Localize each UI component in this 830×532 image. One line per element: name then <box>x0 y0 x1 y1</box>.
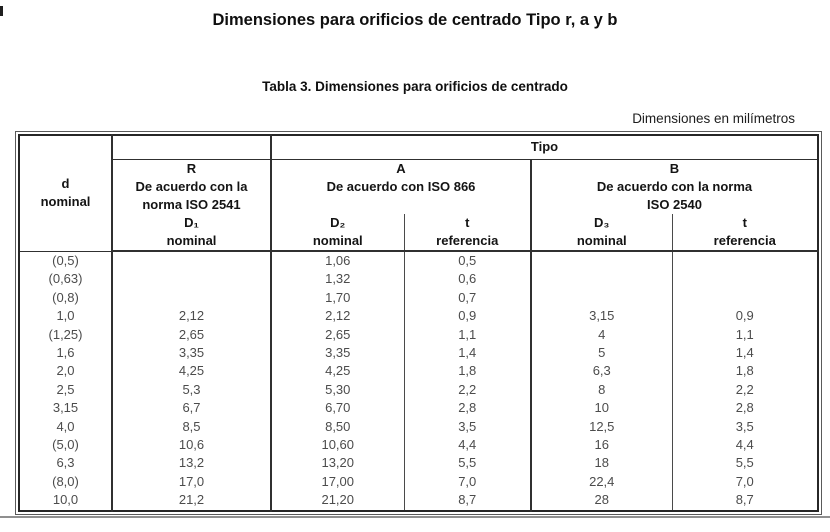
cell-d1-nominal: 8,5 <box>112 418 271 436</box>
header-t-a-symbol: t <box>465 215 470 230</box>
cell-t-referencia-b: 1,1 <box>672 326 818 344</box>
cell-t-referencia-b: 2,8 <box>672 399 818 417</box>
cell-d1-nominal: 2,65 <box>112 326 271 344</box>
header-type-b <box>531 159 818 214</box>
cell-t-referencia-a: 0,6 <box>404 270 531 288</box>
cell-d2-nominal: 1,06 <box>271 251 404 270</box>
cell-d-nominal: 1,0 <box>56 308 75 324</box>
header-d3-symbol: D₃ <box>594 215 610 230</box>
cell-d2-nominal: 3,35 <box>271 344 404 362</box>
cell-d-nominal: 1,6 <box>56 345 75 361</box>
cell-t-referencia-b <box>672 251 818 270</box>
cell-t-referencia-b: 2,2 <box>672 381 818 399</box>
table-row <box>19 473 818 491</box>
cell-d3-nominal <box>531 251 672 270</box>
header-d1-symbol: D₁ <box>184 215 199 230</box>
header-d-nominal <box>19 135 112 251</box>
table-row <box>19 491 818 510</box>
cell-d1-nominal <box>112 251 271 270</box>
header-d3 <box>531 214 672 251</box>
header-row-subcols <box>19 214 818 251</box>
header-type-a <box>271 159 531 214</box>
type-r-letter: R <box>186 160 197 176</box>
type-r-desc1: De acuerdo con la <box>135 178 248 194</box>
cell-t-referencia-a: 4,4 <box>404 436 531 454</box>
cell-t-referencia-a: 0,7 <box>404 289 531 307</box>
header-tipo: Tipo <box>271 135 818 159</box>
table-row <box>19 326 818 344</box>
cell-t-referencia-b: 3,5 <box>672 418 818 436</box>
table-row <box>19 399 818 417</box>
cell-t-referencia-a: 0,5 <box>404 251 531 270</box>
cell-t-referencia-a: 7,0 <box>404 473 531 491</box>
cell-t-referencia-a: 2,2 <box>404 381 531 399</box>
cell-t-referencia-a: 0,9 <box>404 307 531 325</box>
cell-d1-nominal: 21,2 <box>112 491 271 510</box>
type-b-letter: B <box>669 160 680 176</box>
cell-d-nominal: 2,0 <box>56 363 75 379</box>
type-a-desc1: De acuerdo con ISO 866 <box>326 178 476 194</box>
table-body <box>19 251 818 511</box>
cell-d3-nominal: 16 <box>531 436 672 454</box>
cell-d2-nominal: 8,50 <box>271 418 404 436</box>
header-row-tipo <box>19 135 818 159</box>
cell-t-referencia-a: 1,8 <box>404 362 531 380</box>
table-row <box>19 251 818 270</box>
cell-d3-nominal: 3,15 <box>531 307 672 325</box>
cell-d-nominal: 4,0 <box>56 418 75 434</box>
cell-t-referencia-a: 5,5 <box>404 454 531 472</box>
cell-t-referencia-b: 8,7 <box>672 491 818 510</box>
cell-d2-nominal: 2,12 <box>271 307 404 325</box>
header-t-b <box>672 214 818 251</box>
cell-d-nominal: 6,3 <box>56 455 75 471</box>
cell-d1-nominal: 4,25 <box>112 362 271 380</box>
cell-d1-nominal: 6,7 <box>112 399 271 417</box>
table-row <box>19 362 818 380</box>
cell-t-referencia-a: 2,8 <box>404 399 531 417</box>
cell-d3-nominal: 22,4 <box>531 473 672 491</box>
header-t-b-symbol: t <box>742 215 747 230</box>
cell-d1-nominal: 3,35 <box>112 344 271 362</box>
cell-t-referencia-b: 1,8 <box>672 362 818 380</box>
header-empty-cell <box>112 135 271 159</box>
cell-t-referencia-b: 0,9 <box>672 307 818 325</box>
cell-d1-nominal: 2,12 <box>112 307 271 325</box>
cell-d2-nominal: 1,70 <box>271 289 404 307</box>
type-b-desc2: ISO 2540 <box>647 196 702 212</box>
type-r-desc2: norma ISO 2541 <box>142 196 241 212</box>
cell-t-referencia-b <box>672 270 818 288</box>
cell-d2-nominal: 2,65 <box>271 326 404 344</box>
cell-t-referencia-b: 4,4 <box>672 436 818 454</box>
cell-d3-nominal: 12,5 <box>531 418 672 436</box>
cell-t-referencia-a: 1,1 <box>404 326 531 344</box>
cell-t-referencia-a: 1,4 <box>404 344 531 362</box>
header-d-line2: nominal <box>40 194 91 210</box>
type-a-letter: A <box>396 160 406 176</box>
cell-d2-nominal: 13,20 <box>271 454 404 472</box>
cell-d3-nominal: 6,3 <box>531 362 672 380</box>
header-d1 <box>112 214 271 251</box>
cell-d-nominal: (0,5) <box>52 252 79 268</box>
units-note: Dimensiones en milímetros <box>632 111 795 126</box>
header-t-a-label: referencia <box>436 233 499 248</box>
cell-d1-nominal: 13,2 <box>112 454 271 472</box>
header-d2 <box>271 214 404 251</box>
cell-d-nominal: (1,25) <box>48 326 83 342</box>
table-row <box>19 270 818 288</box>
cell-d2-nominal: 6,70 <box>271 399 404 417</box>
table-row <box>19 381 818 399</box>
cell-d2-nominal: 1,32 <box>271 270 404 288</box>
dimensions-table-frame <box>15 131 822 515</box>
cell-d3-nominal: 5 <box>531 344 672 362</box>
dimensions-table <box>18 134 819 512</box>
header-d2-symbol: D₂ <box>330 215 346 230</box>
page-title: Dimensiones para orificios de centrado Tipo r, a y b <box>212 11 618 29</box>
cell-d-nominal: 2,5 <box>56 381 75 397</box>
cell-d2-nominal: 17,00 <box>271 473 404 491</box>
cell-d-nominal: (0,63) <box>48 271 83 287</box>
table-caption: Tabla 3. Dimensiones para orificios de centrado <box>262 79 568 94</box>
cell-t-referencia-b <box>672 289 818 307</box>
table-row <box>19 289 818 307</box>
cell-d2-nominal: 10,60 <box>271 436 404 454</box>
header-d-line1: d <box>61 176 70 192</box>
cell-d2-nominal: 4,25 <box>271 362 404 380</box>
cell-t-referencia-b: 1,4 <box>672 344 818 362</box>
table-row <box>19 307 818 325</box>
cell-d3-nominal: 8 <box>531 381 672 399</box>
header-d3-label: nominal <box>576 233 627 248</box>
header-row-types <box>19 159 818 214</box>
cell-t-referencia-b: 7,0 <box>672 473 818 491</box>
cell-t-referencia-a: 3,5 <box>404 418 531 436</box>
table-row <box>19 344 818 362</box>
cell-d1-nominal: 17,0 <box>112 473 271 491</box>
cell-d-nominal: (5,0) <box>52 437 79 453</box>
cell-d-nominal: 10,0 <box>52 492 79 508</box>
cell-d3-nominal <box>531 270 672 288</box>
header-d1-label: nominal <box>166 233 217 248</box>
cell-d3-nominal: 10 <box>531 399 672 417</box>
type-b-desc1: De acuerdo con la norma <box>596 178 753 194</box>
header-d2-label: nominal <box>312 233 363 248</box>
cell-d1-nominal <box>112 289 271 307</box>
table-row <box>19 436 818 454</box>
cell-d3-nominal: 4 <box>531 326 672 344</box>
cell-d1-nominal: 5,3 <box>112 381 271 399</box>
header-type-r <box>112 159 271 214</box>
cell-t-referencia-a: 8,7 <box>404 491 531 510</box>
cell-d1-nominal <box>112 270 271 288</box>
cell-d2-nominal: 5,30 <box>271 381 404 399</box>
header-t-a <box>404 214 531 251</box>
cell-d-nominal: (8,0) <box>52 473 79 489</box>
cell-d1-nominal: 10,6 <box>112 436 271 454</box>
cell-d2-nominal: 21,20 <box>271 491 404 510</box>
header-t-b-label: referencia <box>713 233 776 248</box>
cell-d3-nominal: 18 <box>531 454 672 472</box>
cell-d3-nominal: 28 <box>531 491 672 510</box>
table-row <box>19 454 818 472</box>
scan-line-artifact <box>0 516 830 518</box>
table-row <box>19 418 818 436</box>
cell-d-nominal: 3,15 <box>52 400 79 416</box>
cell-t-referencia-b: 5,5 <box>672 454 818 472</box>
cell-d3-nominal <box>531 289 672 307</box>
cell-d-nominal: (0,8) <box>52 289 79 305</box>
